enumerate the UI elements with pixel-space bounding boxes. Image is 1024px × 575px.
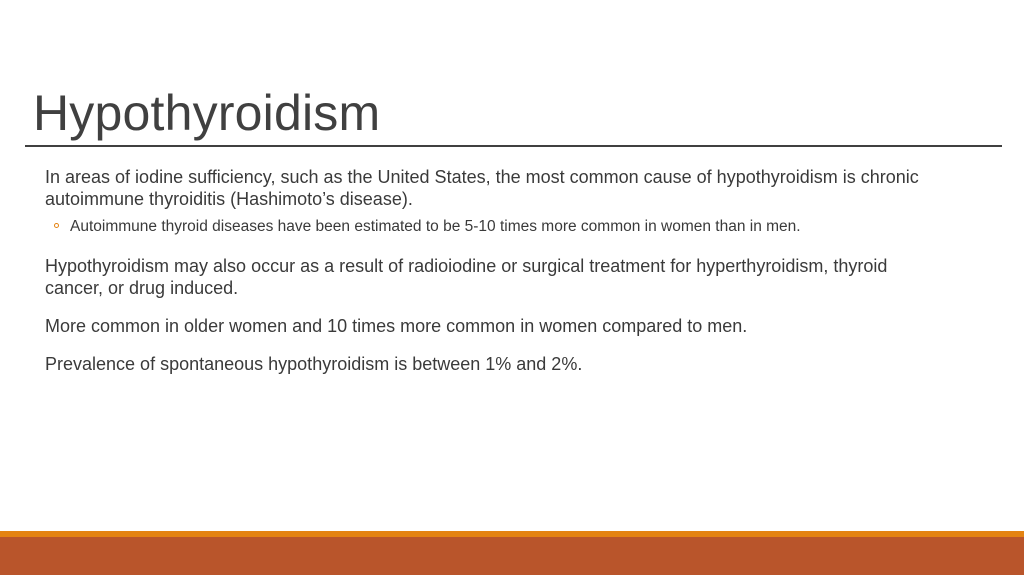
hollow-circle-bullet-icon: [54, 223, 59, 228]
body-paragraph-prevalence: Prevalence of spontaneous hypothyroidism is between 1% and 2%.: [45, 354, 583, 374]
body-paragraph-causes: Hypothyroidism may also occur as a result of radioiodine or surgical treatment for hyperthyroidism, thyroid cancer, or drug induced.: [45, 256, 888, 298]
slide-title: Hypothyroidism: [33, 85, 381, 141]
body-paragraph-iodine: In areas of iodine sufficiency, such as the United States, the most common cause of hypothyroidism is chronic autoimmune thyroiditis (Hashimoto’s disease).: [45, 167, 919, 209]
slide-body: [45, 166, 945, 375]
sub-bullet-list: [45, 217, 945, 237]
sub-bullet-text: Autoimmune thyroid diseases have been estimated to be 5-10 times more common in women than in men.: [70, 218, 801, 235]
footer-band: [0, 537, 1024, 575]
sub-bullet-item: [45, 217, 945, 237]
body-paragraph-demographics: More common in older women and 10 times more common in women compared to men.: [45, 316, 748, 336]
title-underline: [25, 145, 1002, 147]
